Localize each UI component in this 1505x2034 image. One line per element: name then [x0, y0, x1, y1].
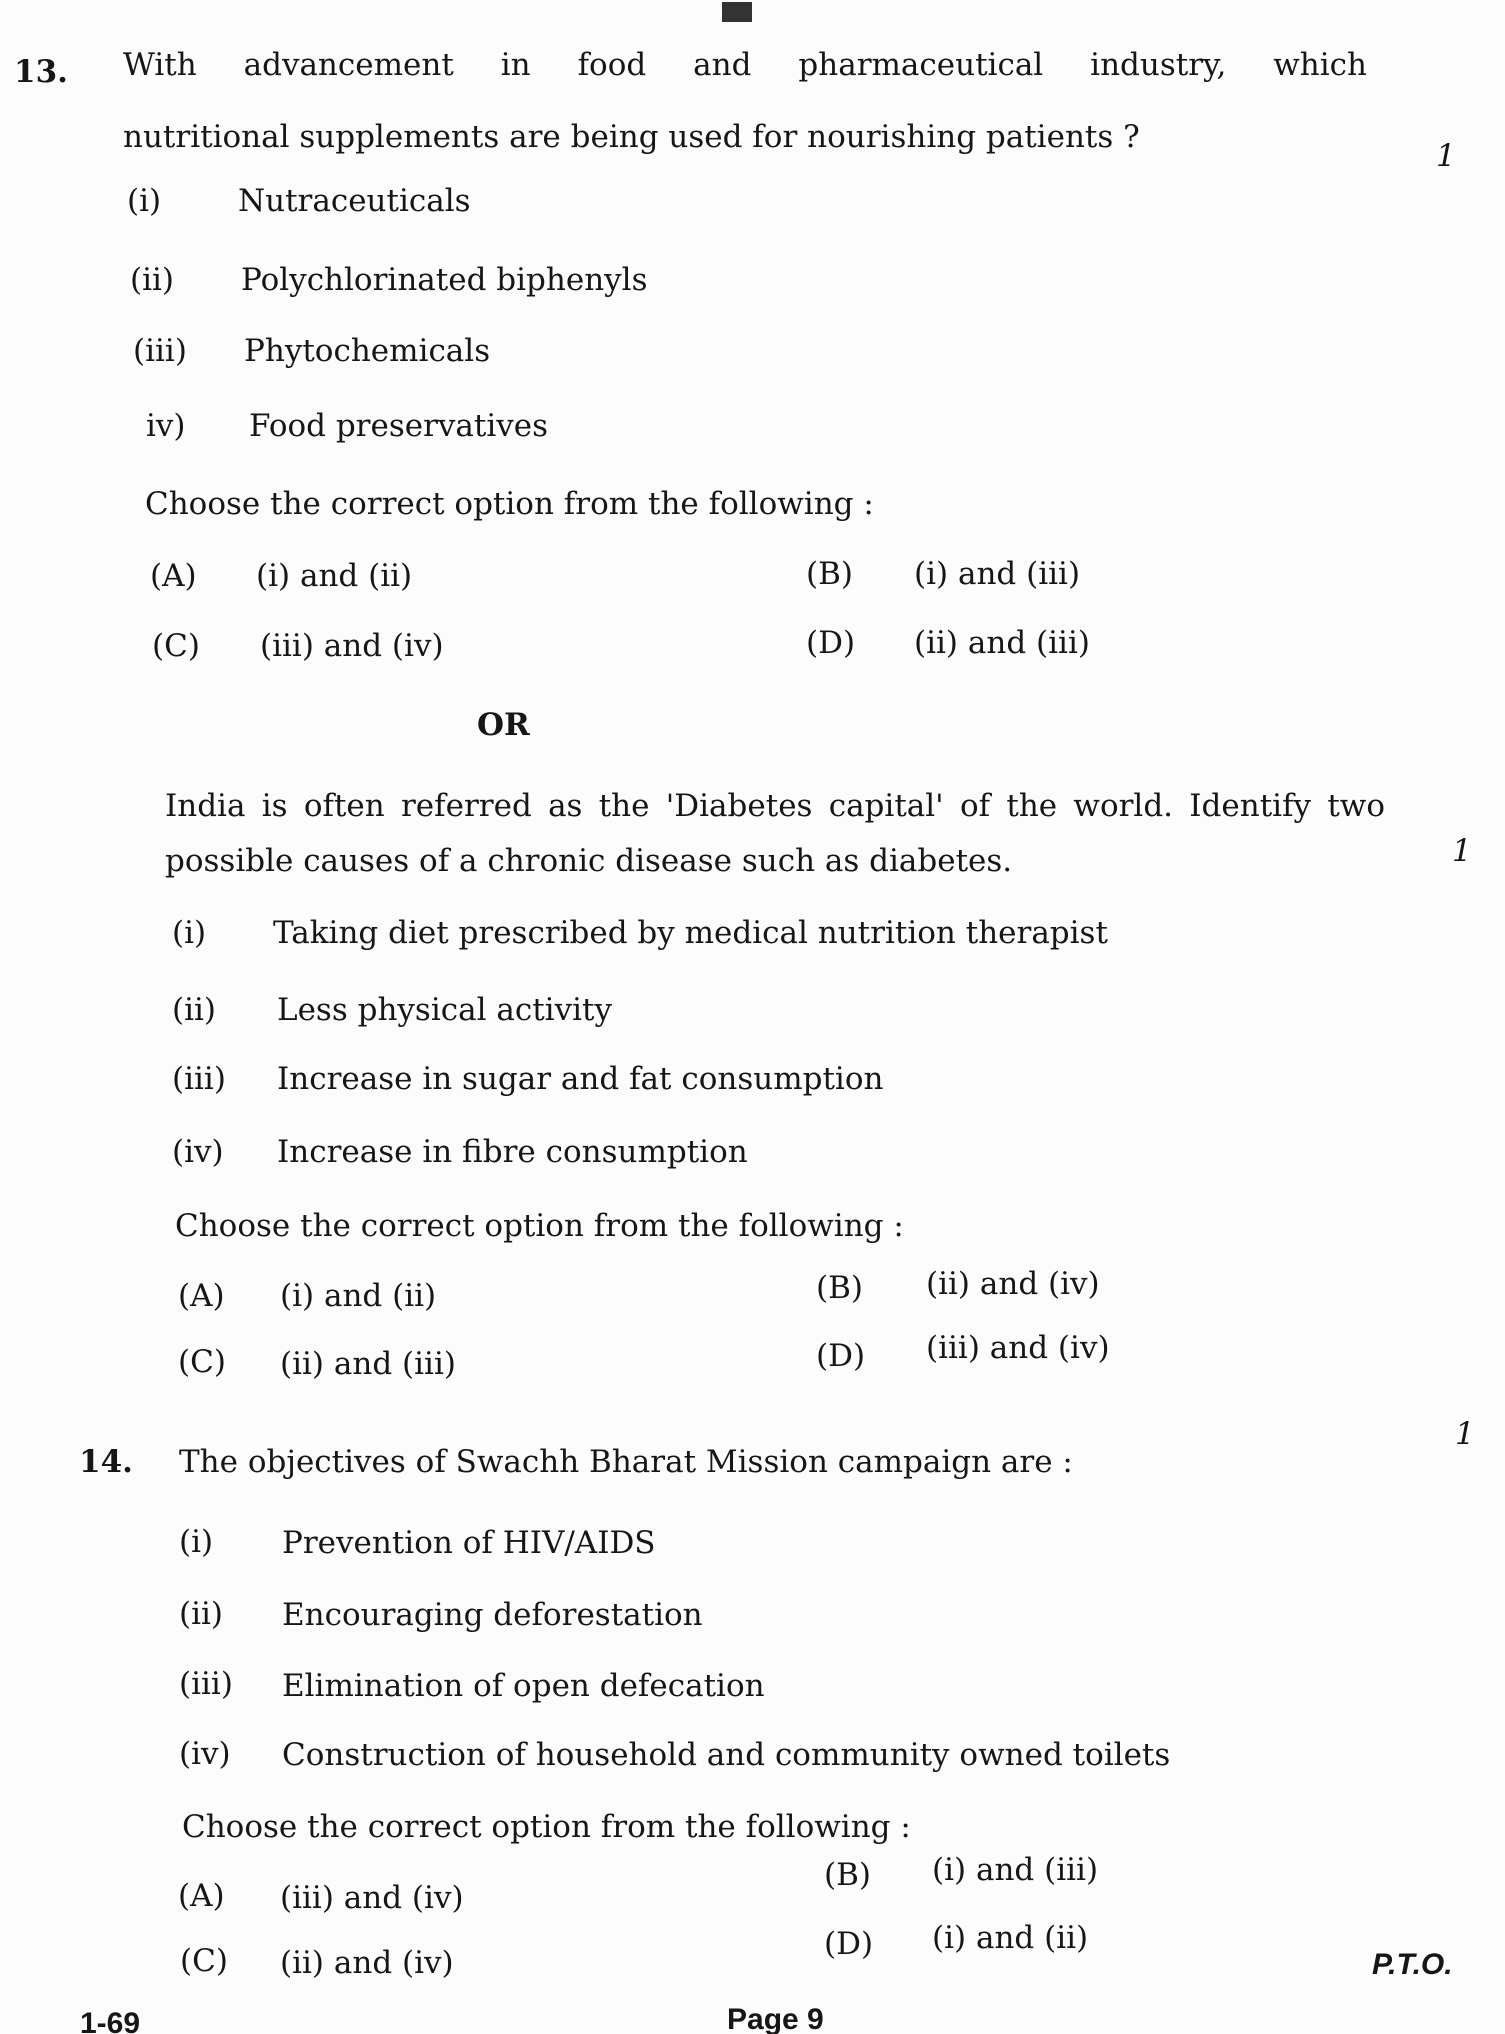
marks: 1 — [1436, 138, 1456, 174]
option-text: (iii) and (iv) — [260, 628, 444, 664]
qr-code-mark — [722, 2, 752, 22]
marks: 1 — [1452, 833, 1472, 869]
page-number: Page 9 — [727, 2003, 824, 2034]
option-text: (ii) and (iv) — [926, 1266, 1100, 1302]
option-text: (i) and (iii) — [932, 1852, 1099, 1888]
item-label: (ii) — [130, 262, 175, 298]
question-text: With advancement in food and pharmaceutical industry, which — [123, 47, 1367, 83]
item-label: (iii) — [179, 1666, 233, 1702]
option-text: (ii) and (iii) — [914, 625, 1090, 661]
item-label: (ii) — [172, 992, 217, 1028]
option-label: (C) — [178, 1344, 226, 1380]
paper-code: 1-69 — [80, 2007, 141, 2034]
item-text: Increase in sugar and fat consumption — [277, 1061, 884, 1097]
option-label: (A) — [178, 1878, 225, 1914]
item-label: (iv) — [172, 1134, 224, 1170]
option-label: (C) — [152, 628, 200, 664]
option-text: (ii) and (iv) — [280, 1945, 454, 1981]
item-text: Food preservatives — [249, 408, 549, 444]
item-text: Less physical activity — [277, 992, 612, 1028]
item-text: Encouraging deforestation — [282, 1597, 703, 1633]
item-label: (i) — [172, 915, 207, 951]
item-label: (iii) — [172, 1061, 226, 1097]
item-text: Construction of household and community owned toilets — [282, 1737, 1171, 1773]
question-text: possible causes of a chronic disease such as diabetes. — [165, 843, 1013, 879]
item-label: iv) — [146, 408, 186, 444]
option-label: (B) — [824, 1857, 871, 1893]
item-text: Polychlorinated biphenyls — [241, 262, 648, 298]
choose-instruction: Choose the correct option from the following : — [175, 1208, 904, 1244]
option-label: (A) — [178, 1278, 225, 1314]
option-text: (i) and (ii) — [256, 558, 413, 594]
item-text: Taking diet prescribed by medical nutrition therapist — [273, 915, 1108, 951]
pto-label: P.T.O. — [1372, 1948, 1453, 1981]
option-label: (D) — [816, 1338, 866, 1374]
item-text: Nutraceuticals — [238, 183, 471, 219]
item-text: Increase in fibre consumption — [277, 1134, 748, 1170]
option-label: (A) — [150, 558, 197, 594]
question-text: India is often referred as the 'Diabetes capital' of the world. Identify two — [165, 788, 1385, 824]
item-label: (ii) — [179, 1596, 224, 1632]
item-text: Prevention of HIV/AIDS — [282, 1525, 656, 1561]
question-number: 14. — [79, 1444, 133, 1480]
option-label: (B) — [816, 1270, 863, 1306]
option-text: (ii) and (iii) — [280, 1346, 456, 1382]
option-text: (iii) and (iv) — [280, 1880, 464, 1916]
option-text: (iii) and (iv) — [926, 1330, 1110, 1366]
item-label: (i) — [179, 1524, 214, 1560]
or-separator: OR — [477, 707, 530, 743]
item-label: (iii) — [133, 333, 187, 369]
item-label: (i) — [127, 183, 162, 219]
question-text: The objectives of Swachh Bharat Mission campaign are : — [179, 1444, 1073, 1480]
marks: 1 — [1455, 1416, 1475, 1452]
choose-instruction: Choose the correct option from the following : — [145, 486, 874, 522]
option-label: (C) — [180, 1943, 228, 1979]
option-text: (i) and (ii) — [280, 1278, 437, 1314]
item-text: Elimination of open defecation — [282, 1668, 765, 1704]
option-text: (i) and (ii) — [932, 1920, 1089, 1956]
item-text: Phytochemicals — [244, 333, 491, 369]
option-label: (B) — [806, 556, 853, 592]
option-label: (D) — [824, 1926, 874, 1962]
option-text: (i) and (iii) — [914, 556, 1081, 592]
item-label: (iv) — [179, 1736, 231, 1772]
option-label: (D) — [806, 625, 856, 661]
question-number: 13. — [14, 54, 68, 90]
question-text: nutritional supplements are being used for nourishing patients ? — [123, 119, 1140, 155]
choose-instruction: Choose the correct option from the following : — [182, 1809, 911, 1845]
